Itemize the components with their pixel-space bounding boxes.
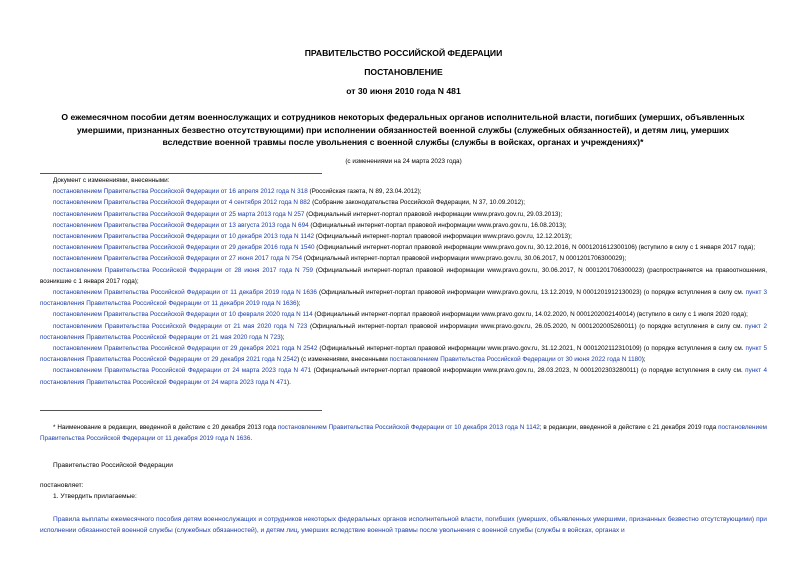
change-item: постановлением Правительства Российской Федерации от 16 апреля 2012 года N 318 (Российская газета, N 89, 23.04.2012);	[53, 188, 422, 196]
change-item: постановлением Правительства Российской Федерации от 10 февраля 2020 года N 114 (Официальный интернет-портал правовой информации www.pravo.gov.ru, 14.02.2020, N 0001202002140014) (вступило в силу с 1 июля 2020 года);	[53, 311, 748, 319]
change-point-link[interactable]: пункт 4 постановления Правительства Российской Федерации от 24 марта 2023 года N 471	[40, 367, 768, 386]
change-link[interactable]: постановлением Правительства Российской Федерации от 25 марта 2013 года N 257	[53, 210, 305, 218]
change-link[interactable]: постановлением Правительства Российской Федерации от 10 декабря 2013 года N 1142	[53, 233, 315, 241]
change-item: постановлением Правительства Российской Федерации от 25 марта 2013 года N 257 (Официальный интернет-портал правовой информации www.pravo.gov.ru, 29.03.2013);	[53, 210, 563, 218]
changes-intro: Документ с изменениями, внесенными:	[53, 177, 170, 184]
change-link[interactable]: постановлением Правительства Российской Федерации от 11 декабря 2019 года N 1636	[53, 289, 317, 297]
change-link[interactable]: постановлением Правительства Российской Федерации от 4 сентября 2012 года N 882	[53, 199, 311, 207]
org-heading: ПРАВИТЕЛЬСТВО РОССИЙСКОЙ ФЕДЕРАЦИИ	[304, 48, 503, 58]
change-point-link[interactable]: пункт 2 постановления Правительства Российской Федерации от 21 мая 2020 года N 723	[40, 322, 767, 341]
footnote-link[interactable]: постановлением Правительства Российской Федерации от 11 декабря 2019 года N 1636	[40, 424, 767, 443]
change-item: постановлением Правительства Российской Федерации от 13 августа 2013 года N 694 (Официальный интернет-портал правовой информации www.pravo.gov.ru, 16.08.2013);	[53, 221, 567, 229]
doc-type-heading: ПОСТАНОВЛЕНИЕ	[364, 67, 443, 77]
changes-list	[40, 175, 767, 388]
change-item: постановлением Правительства Российской Федерации от 28 июня 2017 года N 759 (Официальный интернет-портал правовой информации www.pravo.gov.ru, 30.06.2017, N 0001201706300023) (распространяется на правоотношения, возникшие с 1 января 2017 года);	[40, 266, 767, 285]
change-item: постановлением Правительства Российской Федерации от 21 мая 2020 года N 723 (Официальный интернет-портал правовой информации www.pravo.gov.ru, 26.05.2020, N 0001202005260011) (о порядке вступления в силу см. пункт 2 постановления Правительства Российской Федерации от 21 мая 2020 года N 723);	[40, 322, 767, 341]
date-number-heading: от 30 июня 2010 года N 481	[346, 86, 461, 96]
change-item: постановлением Правительства Российской Федерации от 29 декабря 2021 года N 2542 (Официальный интернет-портал правовой информации www.pravo.gov.ru, 31.12.2021, N 0001202112310109) (о порядке вступления в силу см. пункт 5 постановления Правительства Российской Федерации от 29 декабря 2021 года N 2542) (с изменениями, внесенными постановлением Правительства Российской Федерации от 30 июня 2022 года N 1180);	[40, 345, 767, 364]
change-link[interactable]: постановлением Правительства Российской Федерации от 13 августа 2013 года N 694	[53, 221, 309, 229]
authority-line	[40, 460, 767, 471]
item-1-text: 1. Утвердить прилагаемые:	[53, 493, 137, 500]
change-item: постановлением Правительства Российской Федерации от 27 июня 2017 года N 754 (Официальный интернет-портал правовой информации www.pravo.gov.ru, 30.06.2017, N 0001201706300029);	[53, 255, 627, 263]
change-item: постановлением Правительства Российской Федерации от 24 марта 2023 года N 471 (Официальный интернет-портал правовой информации www.pravo.gov.ru, 28.03.2023, N 0001202303280011) (о порядке вступления в силу см. пункт 4 постановления Правительства Российской Федерации от 24 марта 2023 года N 471).	[40, 367, 768, 386]
change-link[interactable]: постановлением Правительства Российской Федерации от 29 декабря 2016 года N 1540	[53, 244, 315, 252]
change-amendment-link[interactable]: постановлением Правительства Российской Федерации от 30 июня 2022 года N 1180	[389, 356, 642, 364]
footnote-text: * Наименование в редакции, введенной в действие с 20 декабря 2013 года постановлением Правительства Российской Федерации от 10 декабря 2013 года N 1142; в редакции, введенной в действие с 21 декабря 2019 года постановлением Правительства Российской Федерации от 11 декабря 2019 года N 1636.	[40, 424, 767, 443]
change-link[interactable]: постановлением Правительства Российской Федерации от 10 февраля 2020 года N 114	[53, 311, 313, 319]
changes-bottom-rule	[40, 410, 322, 411]
change-item: постановлением Правительства Российской Федерации от 11 декабря 2019 года N 1636 (Официальный интернет-портал правовой информации www.pravo.gov.ru, 13.12.2019, N 0001201912130023) (о порядке вступления в силу см. пункт 3 постановления Правительства Российской Федерации от 11 декабря 2019 года N 1636);	[40, 289, 768, 308]
decides-text: постановляет:	[40, 482, 84, 489]
edition-note: (с изменениями на 24 марта 2023 года)	[345, 158, 462, 165]
change-item: постановлением Правительства Российской Федерации от 10 декабря 2013 года N 1142 (Официальный интернет-портал правовой информации www.pravo.gov.ru, 12.12.2013);	[53, 233, 572, 241]
rules-link[interactable]: Правила выплаты ежемесячного пособия детям военнослужащих и сотрудников некоторых федеральных органов исполнительной власти, погибших (умерших, объявленных умершими, признанных безвестно отсутствующими) при исполнении обязанностей военной службы (служебных обязанностей), и детям лиц, умерших вследствие военной травмы после увольнения с военной службы (службы в войсках, органах и	[40, 516, 767, 534]
document-title: О ежемесячном пособии детям военнослужащих и сотрудников некоторых федеральных органов исполнительной власти, погибших (умерших, объявленных умершими, признанных безвестно отсутствующими) при исполнении обязанностей военной службы (служебных обязанностей), и детям лиц, умерших вследствие военной травмы после увольнения с военной службы (службы в войсках, органах и учреждениях)*	[61, 112, 745, 147]
rules-paragraph	[40, 514, 767, 536]
change-point-link[interactable]: пункт 5 постановления Правительства Российской Федерации от 29 декабря 2021 года N 2542	[40, 345, 767, 364]
change-link[interactable]: постановлением Правительства Российской Федерации от 27 июня 2017 года N 754	[53, 255, 303, 263]
change-item: постановлением Правительства Российской Федерации от 29 декабря 2016 года N 1540 (Официальный интернет-портал правовой информации www.pravo.gov.ru, 30.12.2016, N 0001201612300106) (вступило в силу с 1 января 2017 года);	[53, 244, 756, 252]
change-item: постановлением Правительства Российской Федерации от 4 сентября 2012 года N 882 (Собрание законодательства Российской Федерации, N 37, 10.09.2012);	[53, 199, 526, 207]
footnote-link[interactable]: постановлением Правительства Российской Федерации от 10 декабря 2013 года N 1142	[277, 424, 540, 431]
change-link[interactable]: постановлением Правительства Российской Федерации от 29 декабря 2021 года N 2542	[53, 345, 318, 353]
change-link[interactable]: постановлением Правительства Российской Федерации от 28 июня 2017 года N 759	[53, 266, 313, 274]
change-point-link[interactable]: пункт 3 постановления Правительства Российской Федерации от 11 декабря 2019 года N 1636	[40, 289, 768, 308]
change-link[interactable]: постановлением Правительства Российской Федерации от 21 мая 2020 года N 723	[53, 322, 308, 330]
footnote	[40, 422, 767, 444]
decision-line	[40, 480, 767, 502]
changes-top-rule	[40, 173, 322, 174]
change-link[interactable]: постановлением Правительства Российской Федерации от 16 апреля 2012 года N 318	[53, 188, 308, 196]
change-link[interactable]: постановлением Правительства Российской Федерации от 24 марта 2023 года N 471	[53, 367, 312, 375]
authority-text: Правительство Российской Федерации	[53, 462, 173, 469]
